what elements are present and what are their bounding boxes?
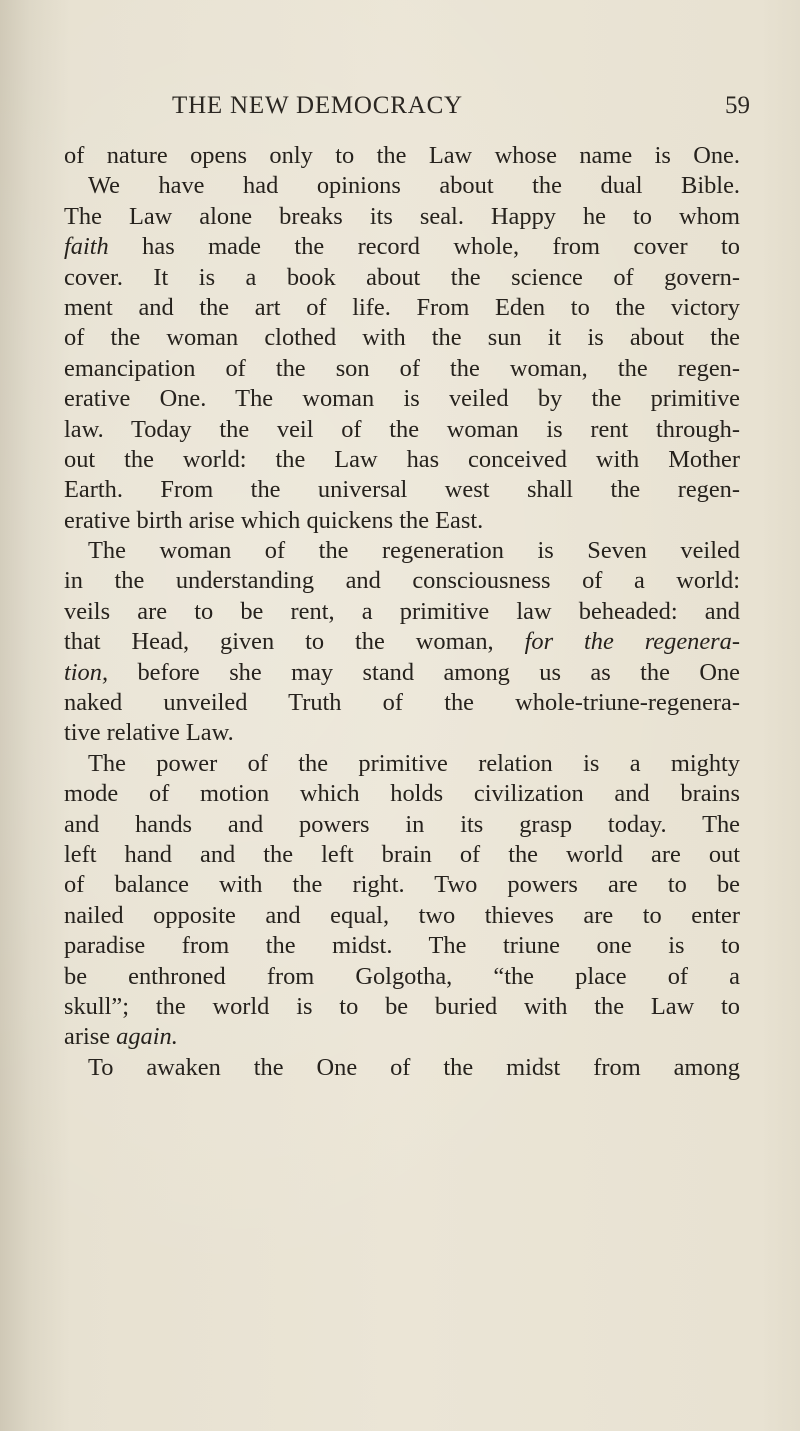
running-title: THE NEW DEMOCRACY xyxy=(172,92,463,119)
text-line: erative birth arise which quickens the East. xyxy=(64,506,484,534)
italic-text: again. xyxy=(116,1023,178,1051)
text-run: has made the record whole, from cover to xyxy=(108,233,740,261)
text-line: be enthroned from Golgotha, “the place of a xyxy=(64,962,740,990)
text-line: nailed opposite and equal, two thieves are to enter xyxy=(64,901,740,929)
text-run: arise xyxy=(64,1023,117,1051)
body-text xyxy=(64,141,740,1083)
text-line: of the woman clothed with the sun it is about the xyxy=(64,324,740,352)
paragraph-2 xyxy=(64,536,740,749)
text-line: skull”; the world is to be buried with the Law to xyxy=(64,992,740,1020)
text-line: and hands and powers in its grasp today. The xyxy=(64,810,740,838)
text-line: The Law alone breaks its seal. Happy he to whom xyxy=(64,202,740,230)
text-line xyxy=(64,658,740,688)
text-line: veils are to be rent, a primitive law beheaded: and xyxy=(64,597,740,625)
text-line: To awaken the One of the midst from among xyxy=(88,1053,740,1081)
text-line: erative One. The woman is veiled by the primitive xyxy=(64,385,740,413)
text-line: cover. It is a book about the science of govern- xyxy=(64,263,740,291)
text-line: emancipation of the son of the woman, the regen- xyxy=(64,354,740,382)
text-line: Earth. From the universal west shall the regen- xyxy=(64,476,740,504)
text-line: in the understanding and consciousness of a world: xyxy=(64,567,740,595)
text-run: that Head, given to the woman, xyxy=(64,628,525,656)
text-line: left hand and the left brain of the world are out xyxy=(64,840,740,868)
text-line: ment and the art of life. From Eden to the victory xyxy=(64,293,740,321)
text-line: tive relative Law. xyxy=(64,719,234,747)
italic-text: tion, xyxy=(64,658,109,686)
text-line: mode of motion which holds civilization and brains xyxy=(64,780,740,808)
text-line: of balance with the right. Two powers are to be xyxy=(64,871,740,899)
text-run: before she may stand among us as the One xyxy=(108,658,740,686)
italic-text: for the regenera- xyxy=(524,628,740,656)
text-line: law. Today the veil of the woman is rent through- xyxy=(64,415,740,443)
text-line xyxy=(64,232,740,262)
text-line xyxy=(64,627,740,657)
text-line xyxy=(64,1022,740,1052)
text-line: of nature opens only to the Law whose name is One. xyxy=(64,142,740,169)
text-line: out the world: the Law has conceived with Mother xyxy=(64,445,740,473)
italic-text: faith xyxy=(64,233,109,261)
paragraph-3 xyxy=(64,749,740,1053)
text-line: The woman of the regeneration is Seven veiled xyxy=(88,537,740,565)
text-line: naked unveiled Truth of the whole-triune-regenera- xyxy=(64,689,740,717)
paragraph-1 xyxy=(64,141,740,536)
paragraph-4 xyxy=(64,1053,740,1083)
text-line: paradise from the midst. The triune one is to xyxy=(64,932,740,960)
running-head xyxy=(60,92,750,132)
page-number: 59 xyxy=(725,92,750,119)
text-line: We have had opinions about the dual Bible. xyxy=(88,172,740,200)
text-line: The power of the primitive relation is a mighty xyxy=(88,749,740,777)
